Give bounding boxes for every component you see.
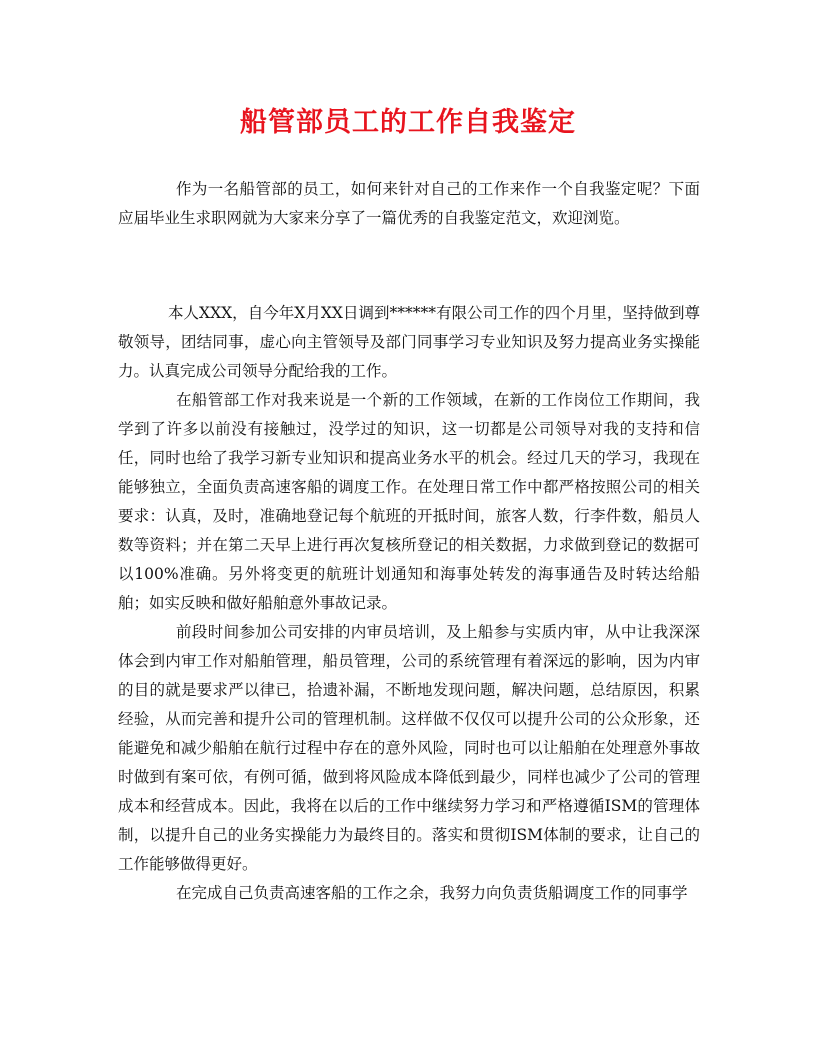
body-paragraph-4: 在完成自己负责高速客船的工作之余，我努力向负责货船调度工作的同事学 (176, 884, 688, 902)
document-title: 船管部员工的工作自我鉴定 (240, 107, 576, 138)
document-body (118, 299, 700, 908)
body-paragraph-1: 本人XXX，自今年X月XX日调到******有限公司工作的四个月里，坚持做到尊敬领导，团结同事，虚心向主管领导及部门同事学习专业知识及努力提高业务实操能力。认真完成公司领导分配给我的工作。 (118, 304, 700, 380)
body-paragraph-2: 在船管部工作对我来说是一个新的工作领域，在新的工作岗位工作期间，我学到了许多以前没有接触过，没学过的知识，这一切都是公司领导对我的支持和信任，同时也给了我学习新专业知识和提高业务水平的机会。经过几天的学习，我现在能够独立，全面负责高速客船的调度工作。在处理日常工作中都严格按照公司的相关要求：认真，及时，准确地登记每个航班的开抵时间，旅客人数，行李件数，船员人数等资料；并在第二天早上进行再次复核所登记的相关数据，力求做到登记的数据可以100%准确。另外将变更的航班计划通知和海事处转发的海事通告及时转达给船舶；如实反映和做好船舶意外事故记录。 (118, 391, 700, 612)
body-paragraph-3: 前段时间参加公司安排的内审员培训，及上船参与实质内审，从中让我深深体会到内审工作对船舶管理，船员管理，公司的系统管理有着深远的影响，因为内审的目的就是要求严以律已，拾遗补漏，不断地发现问题，解决问题，总结原因，积累经验，从而完善和提升公司的管理机制。这样做不仅仅可以提升公司的公众形象，还能避免和减少船舶在航行过程中存在的意外风险，同时也可以让船舶在处理意外事故时做到有案可依，有例可循，做到将风险成本降低到最少，同样也减少了公司的管理成本和经营成本。因此，我将在以后的工作中继续努力学习和严格遵循ISM的管理体制，以提升自己的业务实操能力为最终目的。落实和贯彻ISM体制的要求，让自己的工作能够做得更好。 (118, 623, 700, 873)
intro-paragraph: 作为一名船管部的员工，如何来针对自己的工作来作一个自我鉴定呢？下面应届毕业生求职网就为大家来分享了一篇优秀的自我鉴定范文，欢迎浏览。 (118, 180, 700, 227)
